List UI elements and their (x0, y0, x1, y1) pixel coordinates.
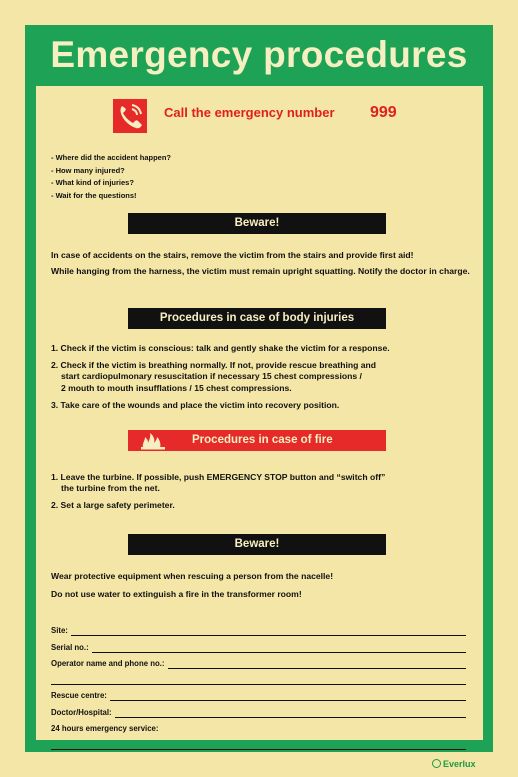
list-item: - Where did the accident happen? (51, 153, 172, 162)
field-label: Rescue centre: (51, 691, 107, 701)
beware-text (51, 249, 471, 277)
list-item (51, 472, 471, 494)
fire-icon (140, 431, 166, 458)
fire-header (128, 430, 386, 451)
field-label: 24 hours emergency service: (51, 724, 159, 734)
paragraph-line: In case of accidents on the stairs, remove the victim from the stairs and provide first aid! (51, 250, 414, 260)
fire-list (51, 472, 471, 518)
form-field-operator-extra (51, 669, 466, 685)
form-field-serial (51, 636, 466, 652)
fill-line[interactable] (51, 739, 466, 750)
contact-form (51, 620, 466, 750)
fill-line-spacer (161, 724, 466, 734)
fire-header-label: Procedures in case of fire (192, 434, 333, 446)
form-field-operator (51, 653, 466, 669)
list-item (51, 500, 471, 511)
list-item: - What kind of injuries? (51, 178, 134, 188)
fill-line[interactable] (168, 658, 467, 669)
form-field-emergency-service (51, 718, 466, 734)
field-label: Operator name and phone no.: (51, 658, 165, 668)
emergency-number: 999 (370, 104, 397, 121)
paragraph-line: Wear protective equipment when rescuing a person from the nacelle! (51, 571, 334, 581)
fill-line[interactable] (92, 642, 466, 653)
list-item: - Wait for the questions! (51, 190, 137, 200)
form-field-site (51, 620, 466, 636)
form-field-doctor (51, 701, 466, 717)
beware-header: Beware! (128, 534, 386, 555)
brand-logo (432, 759, 476, 769)
fill-line[interactable] (110, 690, 466, 701)
brand-name: Everlux (443, 759, 476, 769)
list-item (51, 400, 471, 411)
list-item-continuation: start cardiopulmonary resuscitation if necessary 15 chest compressions / (61, 371, 362, 382)
body-injuries-list (51, 343, 471, 417)
fill-line[interactable] (71, 625, 466, 636)
list-item-text: 3. Take care of the wounds and place the victim into recovery position. (51, 399, 340, 410)
field-label: Site: (51, 626, 68, 636)
list-item-text: 1. Leave the turbine. If possible, push EMERGENCY STOP button and “switch off” (51, 472, 386, 482)
list-item (51, 360, 471, 394)
everlux-logo-icon (432, 759, 441, 768)
beware-text (51, 570, 471, 600)
phone-icon (113, 99, 147, 133)
form-field-emergency-extra (51, 734, 466, 750)
paragraph-line: Do not use water to extinguish a fire in the transformer room! (51, 588, 302, 599)
paragraph-line: While hanging from the harness, the victim must remain upright squatting. Notify the doctor in charge. (51, 265, 470, 276)
list-item-text: 1. Check if the victim is conscious: talk and gently shake the victim for a response. (51, 343, 390, 353)
call-instruction: Call the emergency number (164, 105, 335, 120)
form-field-rescue-centre (51, 685, 466, 701)
list-item-continuation: the turbine from the net. (61, 483, 160, 494)
question-list (51, 152, 171, 202)
fill-line[interactable] (115, 707, 466, 718)
sign-title: Emergency procedures (50, 34, 468, 75)
list-item: - How many injured? (51, 165, 125, 175)
list-item-text: 2. Check if the victim is breathing normally. If not, provide rescue breathing and (51, 360, 377, 371)
fill-line[interactable] (51, 674, 466, 685)
body-injuries-header: Procedures in case of body injuries (128, 308, 386, 329)
list-item (51, 343, 471, 354)
field-label: Serial no.: (51, 642, 89, 652)
list-item-continuation: 2 mouth to mouth insufflations / 15 chest compressions. (61, 382, 292, 393)
field-label: Doctor/Hospital: (51, 707, 112, 717)
beware-header: Beware! (128, 213, 386, 234)
list-item-text: 2. Set a large safety perimeter. (51, 500, 175, 511)
